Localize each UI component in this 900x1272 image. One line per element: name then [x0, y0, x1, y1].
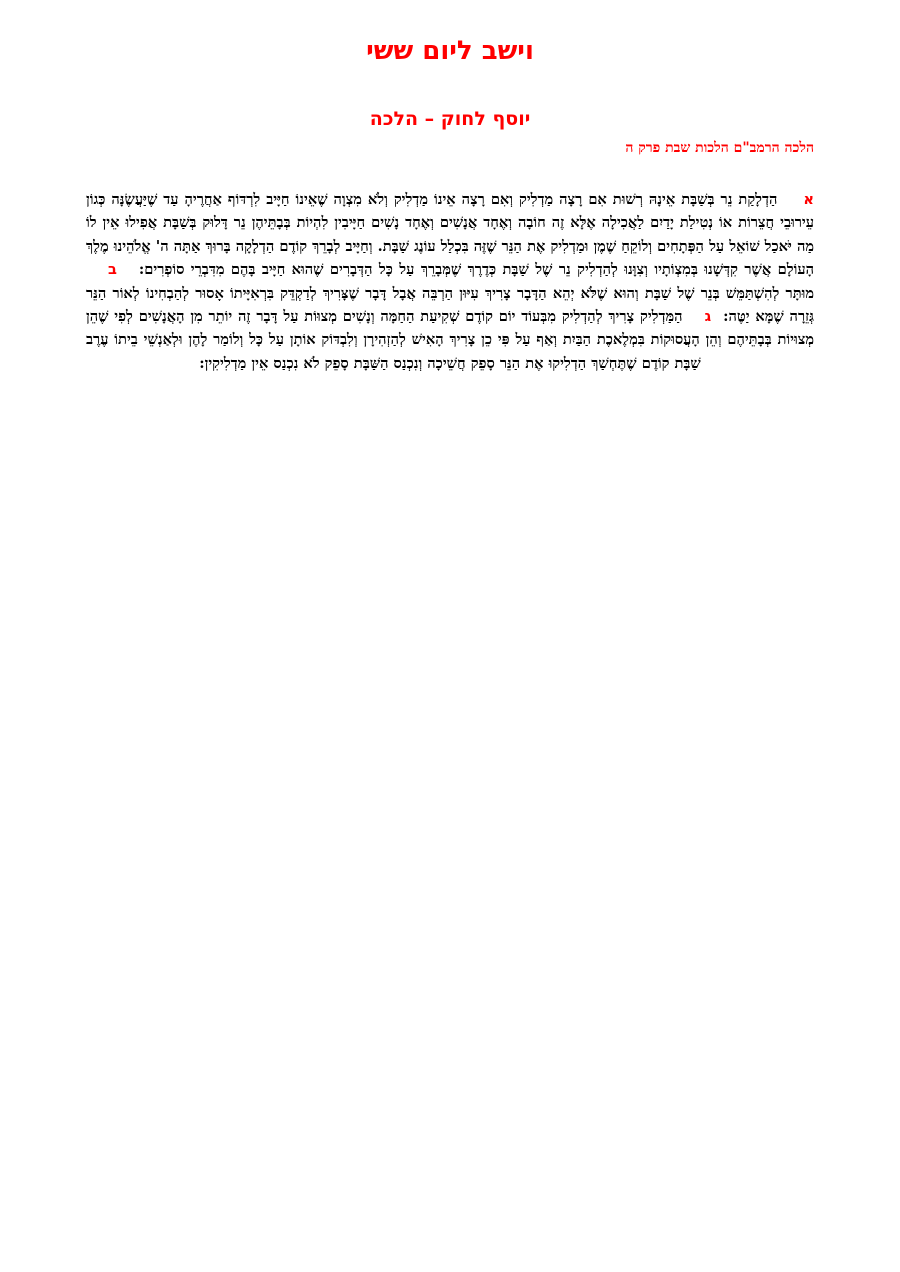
- halacha-text-2: מוּתָּר לְהִשְׁתַּמֵּשׁ בְּנֵר שֶׁל שַׁבָּת וְהוּא שֶׁלֹּא יְהֵא הַדָּבָר צָרִיךְ עִיּוּן הַרְבֵּה אֲבָל דָּבָר שֶׁצָּרִיךְ לְדַקְדֵּק בִּרְאִיָּיתוֹ אָסוּר לְהַבְחִינוֹ לְאוֹר הַנֵּר גְּזֵרָה שֶׁמָּא יַטֶּה:: [86, 284, 814, 326]
- halacha-text-3: הַמַּדְלִיק צָרִיךְ לְהַדְלִיק מִבְּעוֹד יוֹם קוֹדֶם שְׁקִיעַת הַחַמָּה וְנָשִׁים מְצוּוֹת עַל דָּבָר זֶה יוֹתֵר מִן הָאֲנָשִׁים לְפִי שֶׁהֵן מְצוּיוֹת בְּבָתֵּיהֶם וְהֵן הָעֲסוּקוֹת בִּמְלֶאכֶת הַבַּיִת וְאַף עַל פִּי כֵן צָרִיךְ הָאִישׁ לְהַזְהִירָן וְלִבְדּוֹק אוֹתָן עַל כָּל וְלוֹמַר לָהֶן וּלְאַנְשֵׁי בֵיתוֹ עֶרֶב שַׁבָּת קוֹדֶם שֶׁתֶּחְשַׁךְ הַדְלִיקוּ אֶת הַנֵּר סָפֵק חֲשֵׁיכָה וְנִכְנַס הַשַּׁבָּת סָפֵק לֹא נִכְנַס אֵין מַדְלִיקִין:: [86, 308, 814, 372]
- page-subtitle: יוסף לחוק – הלכה: [369, 108, 531, 130]
- halacha-marker-3: ג: [704, 308, 712, 326]
- page-title: וישב ליום ששי: [366, 36, 534, 66]
- halacha-marker-1: א: [803, 191, 814, 208]
- halacha-text-1: הַדְלָקַת נֵר בְּשַׁבָּת אֵינָהּ רְשׁוּת אִם רָצָה מַדְלִיק וְאִם רָצָה אֵינוֹ מַדְלִיק וְלֹא מִצְוָה שֶׁאֵינוֹ חַיָּיב לִרְדּוֹף אַחֲרֶיהָ עַד שֶׁיַּעֲשֶׂנָּה כְּגוֹן עֵירוּבֵי חֲצֵרוֹת אוֹ נְטִילַת יָדַיִם לַאֲכִילָה אֶלָּא זֶה חוֹבָה וְאֶחָד אֲנָשִׁים וְאֶחָד נָשִׁים חַיָּיבִין לִהְיוֹת בְּבָתֵּיהֶן נֵר דָּלוּק בְּשַׁבָּת אֲפִילוּ אֵין לוֹ מַה יֹּאכַל שׁוֹאֵל עַל הַפְּתָחִים וְלוֹקֵחַ שֶׁמֶן וּמַדְלִיק אֶת הַנֵּר שֶׁזֶּה בִּכְלַל עוֹנֶג שַׁבָּת. וְחַיָּיב לְבָרֵךְ קוֹדֶם הַדְלָקָה בָּרוּךְ אַתָּה ה' אֱלֹהֵינוּ מֶלֶךְ הָעוֹלָם אֲשֶׁר קִדְּשָׁנוּ בְּמִצְוֹתָיו וְצִוָּנוּ לְהַדְלִיק נֵר שֶׁל שַׁבָּת כְּדֶרֶךְ שֶׁמְּבָרֵךְ עַל כָּל הַדְּבָרִים שֶׁהוּא חַיָּיב בָּהֶם מִדִּבְרֵי סוֹפְרִים:: [86, 191, 814, 279]
- halacha-body: [86, 188, 814, 375]
- halacha-marker-2: ב: [108, 261, 117, 279]
- source-reference: הלכה הרמב"ם הלכות שבת פרק ה: [625, 140, 814, 156]
